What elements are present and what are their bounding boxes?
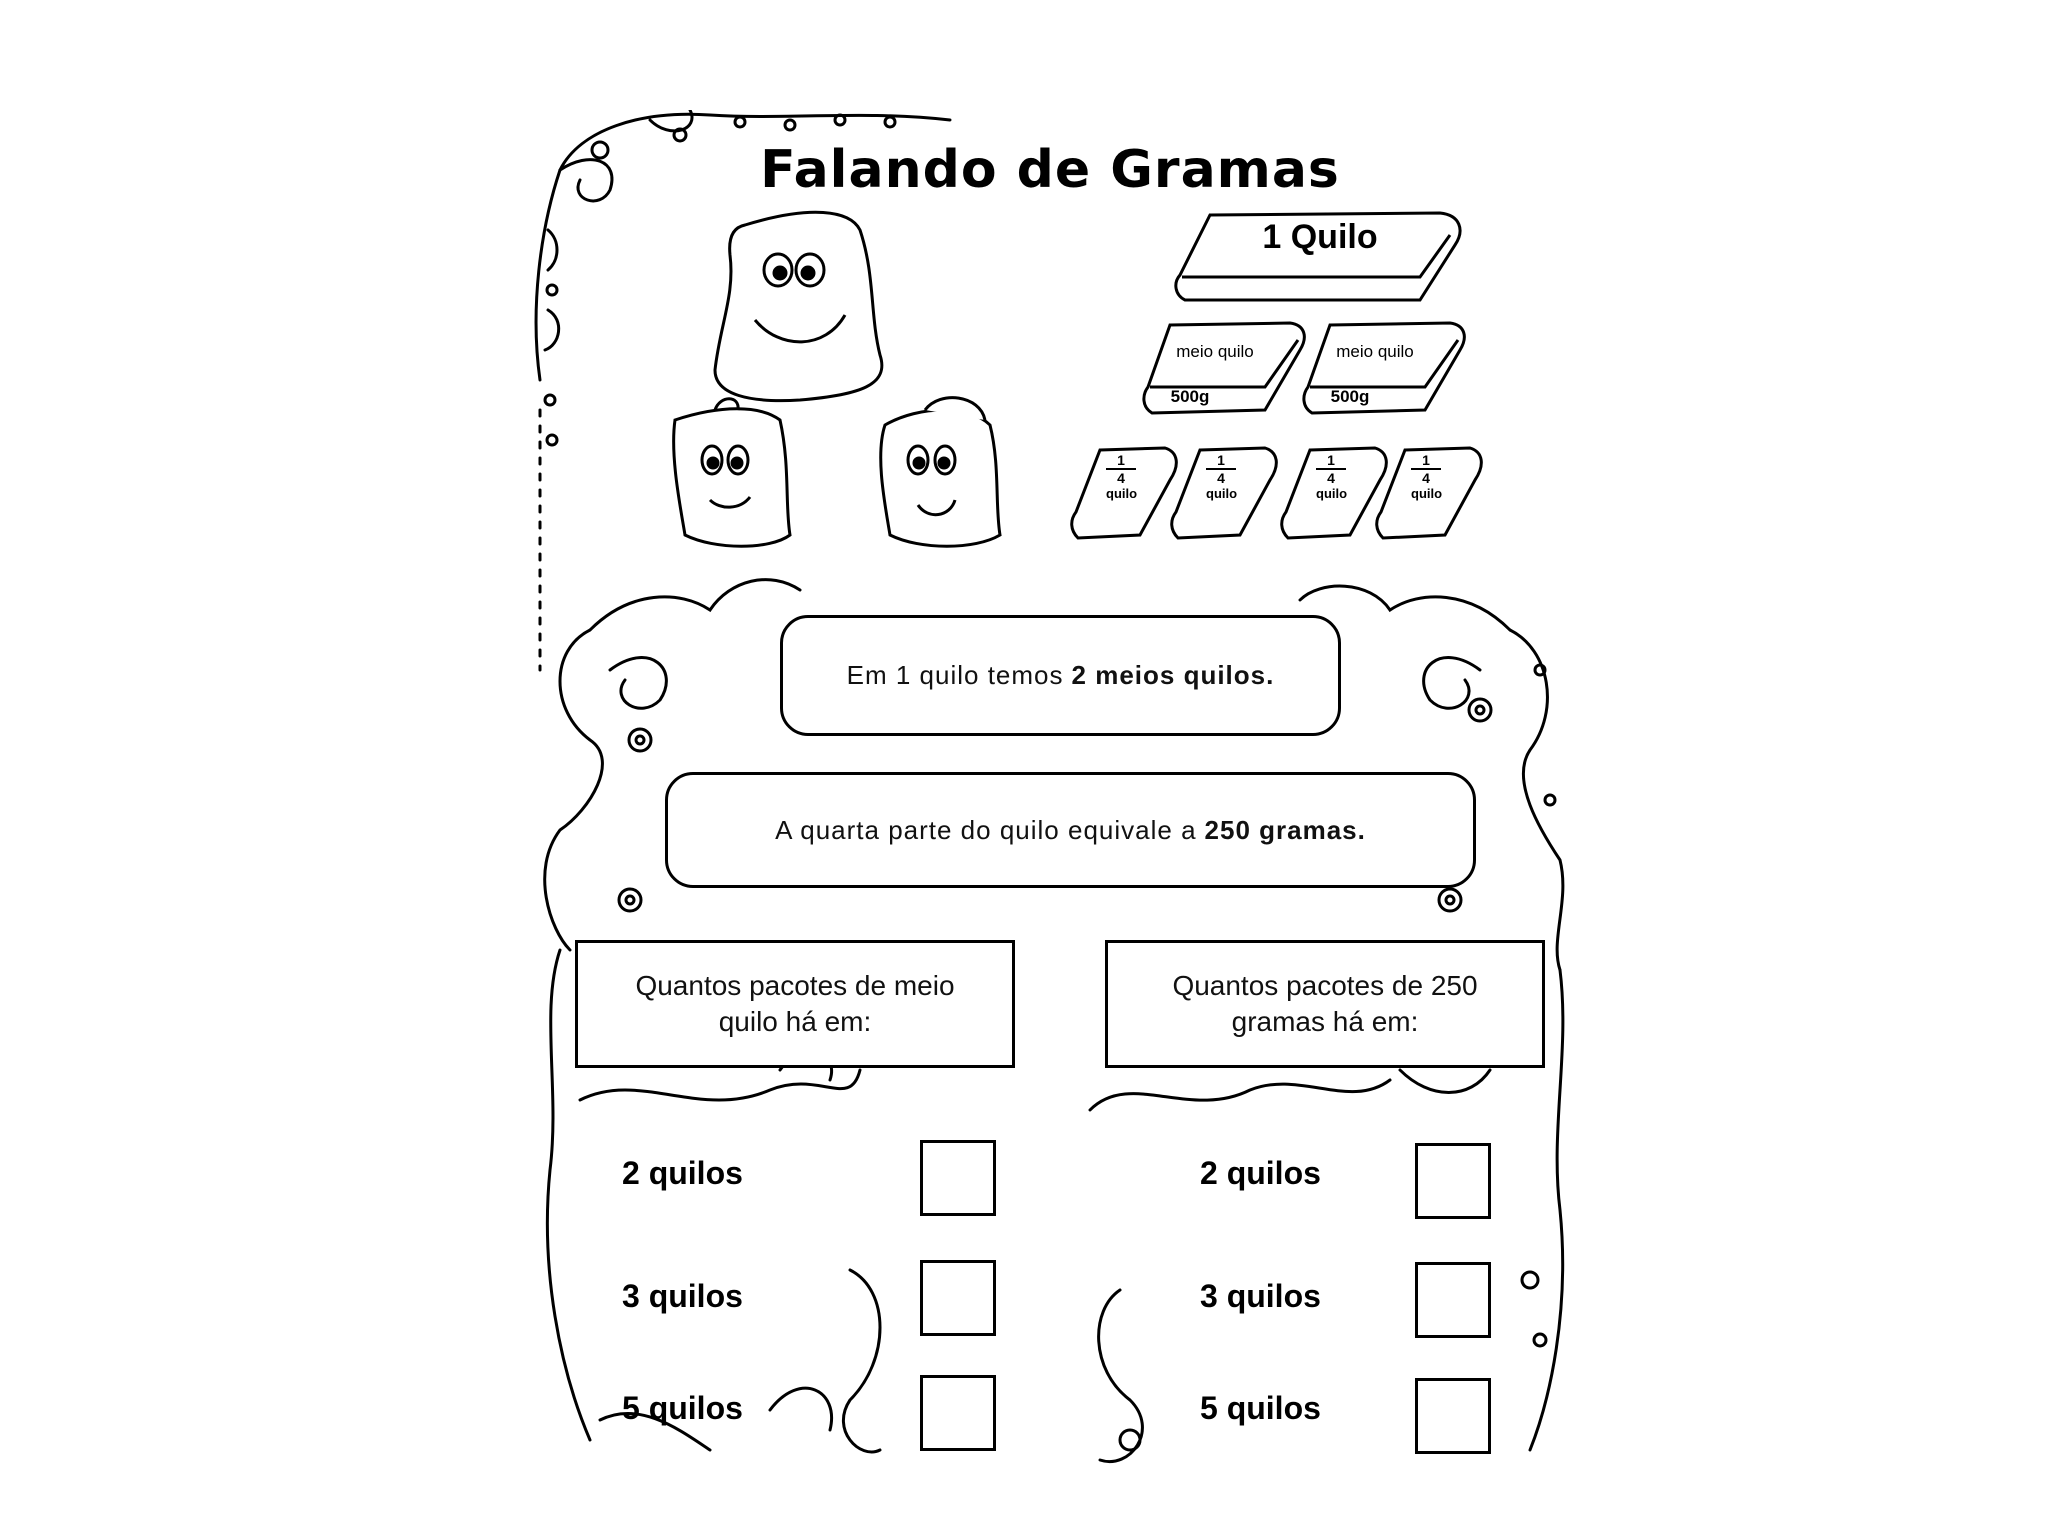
- half-kilo-packages-illustration: [1140, 315, 1470, 425]
- quarter-word: quilo: [1316, 486, 1348, 501]
- answer-box-left-5-quilos[interactable]: [920, 1375, 996, 1451]
- quarter-fraction-denominator: 4: [1217, 470, 1225, 486]
- answer-box-right-3-quilos[interactable]: [1415, 1262, 1491, 1338]
- left-row-2-quilos: 2 quilos: [622, 1155, 743, 1191]
- fact2-bold: 250 gramas.: [1204, 814, 1366, 845]
- quarter-fraction-denominator: 4: [1422, 470, 1430, 486]
- fact2-text: A quarta parte do quilo equivale a: [775, 814, 1197, 845]
- quarter-fraction-numerator: 1: [1316, 452, 1346, 470]
- answer-box-left-3-quilos[interactable]: [920, 1260, 996, 1336]
- fact-box-half-kilos: [780, 615, 1341, 736]
- half-kilo-weight-2: 500g: [1330, 387, 1370, 406]
- answer-box-left-2-quilos[interactable]: [920, 1140, 996, 1216]
- half-kilo-label-2: meio quilo: [1336, 342, 1414, 361]
- half-kilo-label-1: meio quilo: [1176, 342, 1254, 361]
- left-row-5-quilos: 5 quilos: [622, 1390, 743, 1426]
- quarter-word: quilo: [1411, 486, 1443, 501]
- half-kilo-weight-1: 500g: [1170, 387, 1210, 406]
- one-kilo-label: 1 Quilo: [1262, 218, 1378, 256]
- answer-box-right-5-quilos[interactable]: [1415, 1378, 1491, 1454]
- page-title: Falando de Gramas: [760, 140, 1340, 200]
- fact1-text: Em 1 quilo temos: [846, 660, 1064, 690]
- quarter-fraction-denominator: 4: [1117, 470, 1125, 486]
- quarter-word: quilo: [1106, 486, 1138, 501]
- quarter-kilo-label-3: [1316, 452, 1346, 502]
- question-250-grams: Quantos pacotes de 250 gramas há em:: [1105, 940, 1545, 1068]
- sack-characters-illustration: [660, 205, 1020, 585]
- fact-box-quarter-kilo: [665, 772, 1476, 888]
- quarter-fraction-denominator: 4: [1327, 470, 1335, 486]
- quarter-kilo-label-1: [1106, 452, 1136, 502]
- question-half-kilo: Quantos pacotes de meio quilo há em:: [575, 940, 1015, 1068]
- right-row-2-quilos: 2 quilos: [1200, 1155, 1321, 1191]
- quarter-fraction-numerator: 1: [1206, 452, 1236, 470]
- quarter-fraction-numerator: 1: [1411, 452, 1441, 470]
- fact1-bold: 2 meios quilos.: [1071, 660, 1275, 690]
- right-row-5-quilos: 5 quilos: [1200, 1390, 1321, 1426]
- quarter-kilo-label-2: [1206, 452, 1236, 502]
- right-row-3-quilos: 3 quilos: [1200, 1278, 1321, 1314]
- quarter-fraction-numerator: 1: [1106, 452, 1136, 470]
- left-row-3-quilos: 3 quilos: [622, 1278, 743, 1314]
- quarter-word: quilo: [1206, 486, 1238, 501]
- worksheet: [530, 110, 1570, 1480]
- quarter-kilo-label-4: [1411, 452, 1441, 502]
- answer-box-right-2-quilos[interactable]: [1415, 1143, 1491, 1219]
